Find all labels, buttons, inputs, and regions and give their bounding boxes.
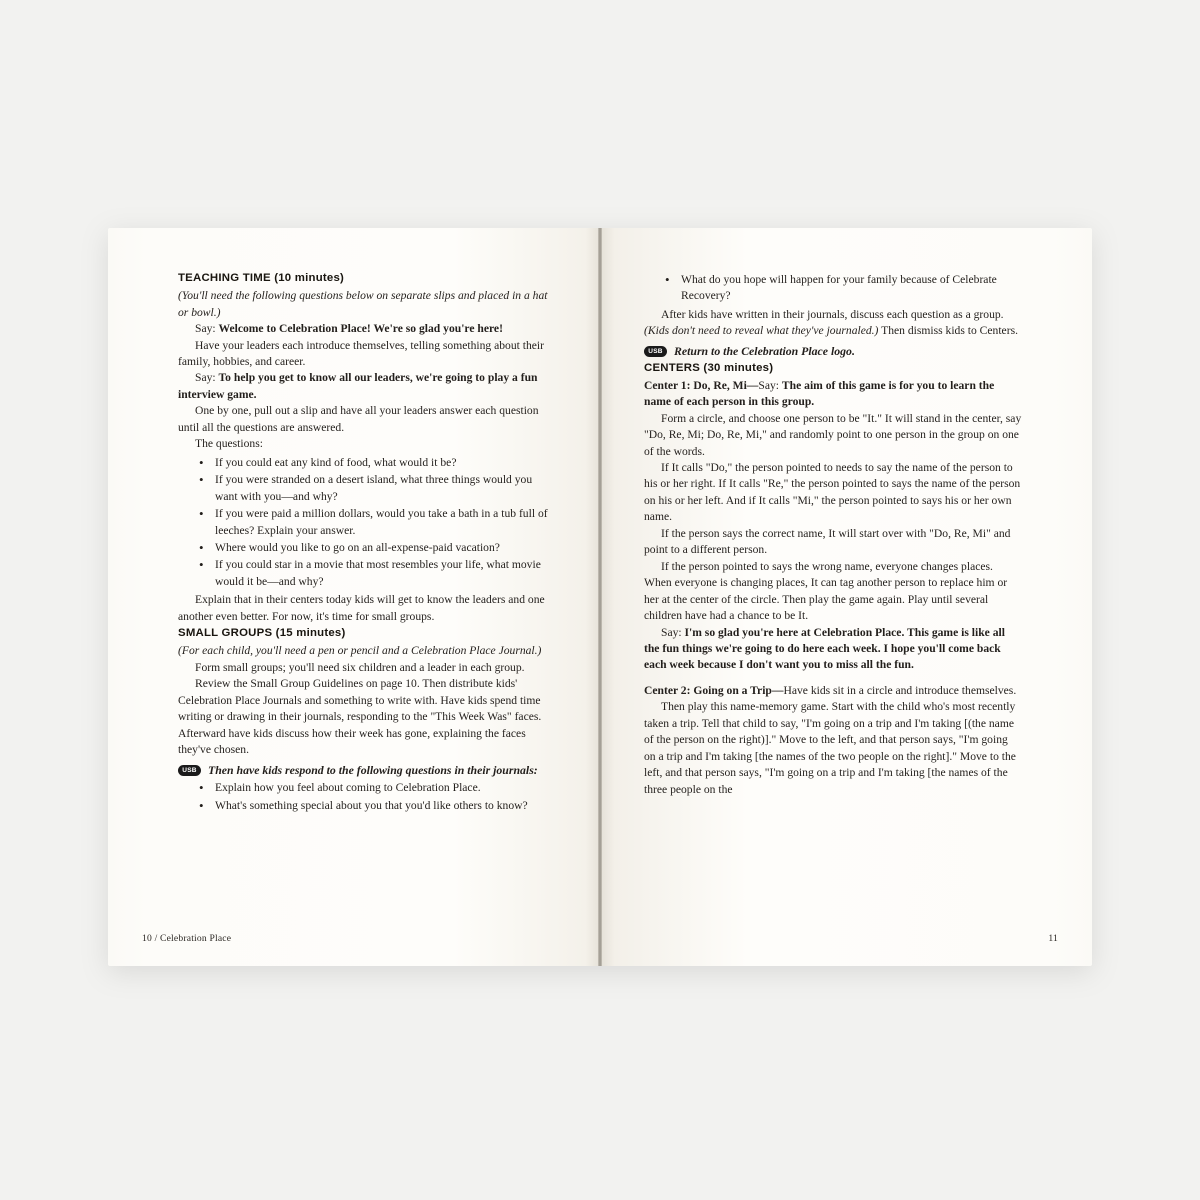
journals-part-2: (Kids don't need to reveal what they've journaled.) <box>644 324 879 338</box>
say-lead-3: Say: <box>661 625 685 639</box>
teaching-time-para-3: The questions: <box>195 437 263 451</box>
paragraph-spacer <box>644 674 1022 683</box>
center-1-para-1: Form a circle, and choose one person to be "It." It will stand in the center, say "Do, Re, Mi; Do, Re, Mi," and randomly point to one person in the group on one of the words. <box>644 411 1022 458</box>
section-heading-teaching-time: TEACHING TIME (10 minutes) <box>178 272 345 284</box>
teaching-time-question-list <box>178 455 556 591</box>
list-item: • What do you hope will happen for your family because of Celebrate Recovery? <box>662 272 1022 305</box>
journals-part-1: After kids have written in their journals, discuss each question as a group. <box>661 307 1004 321</box>
book-gutter <box>598 228 602 966</box>
say-bold-1: Welcome to Celebration Place! We're so glad you're here! <box>218 322 503 336</box>
center-1-para-4: If the person pointed to says the wrong name, everyone changes places. When everyone is changing places, It can tag another person to replace him or her at the center of the circle. Then play the game again. Play until several children have had a chance to be It. <box>644 559 1008 623</box>
center-1-say <box>644 625 1022 674</box>
center-1-label: Center 1: Do, Re, Mi— <box>644 378 759 392</box>
center-1-para-2: If It calls "Do," the person pointed to needs to say the name of the person to his or her right. If It calls "Re," the person pointed to says the name of the person on his or her left. And if It calls "Mi," the person pointed to says his or her own name. <box>644 461 1021 524</box>
center-1-say-lead: Say: <box>758 378 782 392</box>
usb-callout-journal-questions <box>178 762 556 779</box>
center-1-say-bold: The aim of this game is for you to learn the name of each person in this group. <box>644 378 995 409</box>
teaching-time-para-4: Explain that in their centers today kids will get to know the leaders and one another even better. For now, it's time for small groups. <box>178 593 545 623</box>
open-book <box>108 228 1092 966</box>
section-heading-centers: CENTERS (30 minutes) <box>644 361 774 374</box>
usb-icon: USB <box>644 346 667 357</box>
list-item: • Explain how you feel about coming to Celebration Place. <box>196 780 556 796</box>
say-lead-2: Say: <box>195 371 219 385</box>
usb-icon: USB <box>178 765 201 776</box>
continued-question-list <box>644 272 1022 305</box>
center-1-para-3: If the person says the correct name, It will start over with "Do, Re, Mi" and point to a different person. <box>644 526 1011 557</box>
usb-callout-logo <box>644 343 1022 360</box>
small-groups-para-1: Form small groups; you'll need six children and a leader in each group. <box>195 660 525 674</box>
journals-part-3: Then dismiss kids to Centers. <box>878 324 1018 338</box>
journals-discussion-para <box>644 307 1022 340</box>
list-item: • What's something special about you that you'd like others to know? <box>196 798 556 814</box>
usb-callout-text: Then have kids respond to the following questions in their journals: <box>208 762 538 777</box>
say-bold-3: I'm so glad you're here at Celebration Place. This game is like all the fun things we're going to do here each week. I hope you'll come back each week because I don't want you to miss all the fun. <box>644 625 1005 672</box>
teaching-time-say-1 <box>178 321 556 337</box>
usb-callout-text: Return to the Celebration Place logo. <box>674 343 855 358</box>
page-folio-left: 10 / Celebration Place <box>142 933 232 944</box>
center-2-label: Center 2: Going on a Trip— <box>644 683 784 697</box>
right-page-column <box>644 272 1022 798</box>
page-folio-right: 11 <box>1048 933 1058 944</box>
say-bold-2: To help you get to know all our leaders, we're going to play a fun interview game. <box>178 371 538 401</box>
list-item: • If you could eat any kind of food, what would it be? <box>196 455 556 471</box>
book-page-left <box>108 228 600 966</box>
list-item: • If you were paid a million dollars, would you take a bath in a tub full of leeches? Explain your answer. <box>196 506 556 539</box>
small-groups-para-2: Review the Small Group Guidelines on page 10. Then distribute kids' Celebration Place Journals and something to write with. Have kids spend time writing or drawing in their journals, responding to the "This Week Was" faces. Afterward have kids discuss how their week has gone, explaining the faces they've chosen. <box>178 677 542 757</box>
center-2-text: Have kids sit in a circle and introduce themselves. <box>783 683 1017 697</box>
section-heading-small-groups: SMALL GROUPS (15 minutes) <box>178 627 346 640</box>
list-item: • Where would you like to go on an all-expense-paid vacation? <box>196 540 556 556</box>
small-groups-question-list <box>178 780 556 814</box>
teaching-time-para-1: Have your leaders each introduce themselves, telling something about their family, hobbies, and career. <box>178 338 544 368</box>
small-groups-note: (For each child, you'll need a pen or pencil and a Celebration Place Journal.) <box>178 644 542 658</box>
list-item: • If you were stranded on a desert island, what three things would you want with you—and why? <box>196 472 556 505</box>
book-page-right <box>600 228 1092 966</box>
list-item: • If you could star in a movie that most resembles your life, what movie would it be—and why? <box>196 557 556 590</box>
teaching-time-para-2: One by one, pull out a slip and have all your leaders answer each question until all the questions are answered. <box>178 404 539 434</box>
center-1-heading-line <box>644 378 1022 411</box>
teaching-time-note: (You'll need the following questions below on separate slips and placed in a hat or bowl.) <box>178 289 548 319</box>
teaching-time-say-2 <box>178 370 556 403</box>
center-2-para-1: Then play this name-memory game. Start with the child who's most recently taken a trip. Tell that child to say, "I'm going on a trip and I'm taking [(the name of the person on the right)]." Move to the left, and that person says, "I'm going on a trip and I'm taking [the names of the two people on the right]." Move to the left, and that person says, "I'm going on a trip and I'm taking [the names of the three people on the <box>644 700 1016 796</box>
left-page-column <box>178 270 556 814</box>
center-2-heading-line <box>644 683 1022 699</box>
say-lead-1: Say: <box>195 322 219 336</box>
